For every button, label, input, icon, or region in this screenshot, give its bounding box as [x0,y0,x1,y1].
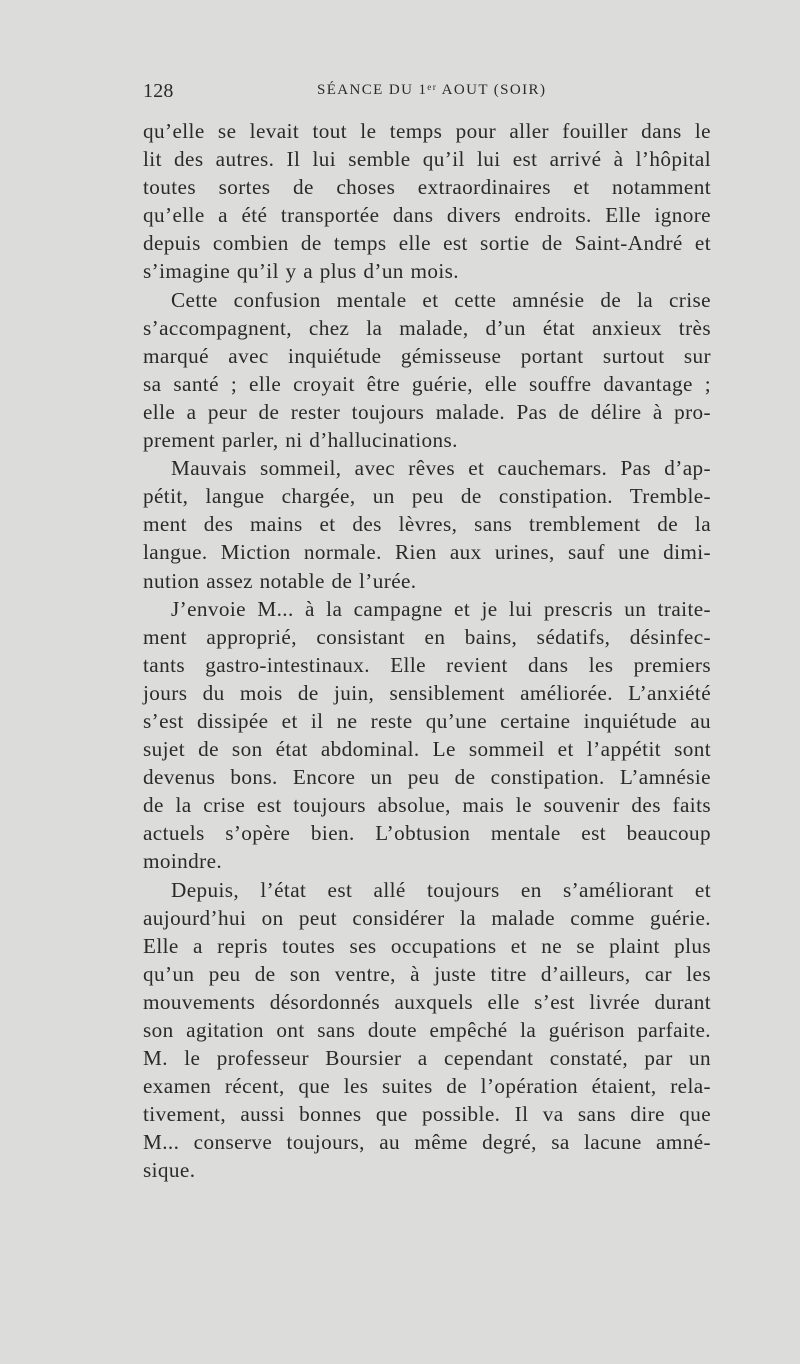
text-line: elle a peur de rester toujours malade. Pas de délire à pro- [143,399,711,424]
page-header [143,80,711,110]
text-line: Mauvais sommeil, avec rêves et cauchemars. Pas d’ap- [171,456,711,481]
text-line: qu’un peu de son ventre, à juste titre d’ailleurs, car les [143,961,711,986]
text-line: qu’elle se levait tout le temps pour aller fouiller dans le [143,119,711,143]
text-line: nution assez notable de l’urée. [143,568,417,593]
running-head: SÉANCE DU 1ᵉʳ AOUT (SOIR) [317,82,547,98]
page-number: 128 [143,80,174,102]
text-line: M... conserve toujours, au même degré, sa lacune amné- [143,1130,711,1155]
text-line: examen récent, que les suites de l’opération étaient, rela- [143,1074,711,1099]
text-line: ment approprié, consistant en bains, sédatifs, désinfec- [143,624,711,649]
text-line: aujourd’hui on peut considérer la malade comme guérie. [143,905,711,930]
text-line: moindre. [143,849,223,874]
text-line: s’imagine qu’il y a plus d’un mois. [143,259,460,284]
text-line: prement parler, ni d’hallucinations. [143,428,458,453]
text-line: sujet de son état abdominal. Le sommeil et l’appétit sont [143,737,711,762]
text-line: s’accompagnent, chez la malade, d’un état anxieux très [143,315,711,340]
text-line: tants gastro-intestinaux. Elle revient dans les premiers [143,652,711,677]
text-line: Elle a repris toutes ses occupations et ne se plaint plus [143,933,711,958]
text-line: toutes sortes de choses extraordinaires et notamment [143,175,711,200]
text-line: Cette confusion mentale et cette amnésie de la crise [171,287,711,312]
text-line: jours du mois de juin, sensiblement améliorée. L’anxiété [143,680,711,705]
text-line: langue. Miction normale. Rien aux urines, sauf une dimi- [143,540,711,565]
text-line: depuis combien de temps elle est sortie de Saint-André et [143,231,711,256]
text-line: s’est dissipée et il ne reste qu’une certaine inquiétude au [143,708,711,733]
text-line: Depuis, l’état est allé toujours en s’améliorant et [171,877,711,902]
text-line: qu’elle a été transportée dans divers endroits. Elle ignore [143,203,711,228]
text-line: J’envoie M... à la campagne et je lui prescris un traite- [171,596,711,621]
text-line: mouvements désordonnés auxquels elle s’est livrée durant [143,989,711,1014]
text-line: M. le professeur Boursier a cependant constaté, par un [143,1046,711,1071]
text-line: sique. [143,1158,196,1183]
text-line: sa santé ; elle croyait être guérie, elle souffre davantage ; [143,371,711,396]
text-line: marqué avec inquiétude gémisseuse portant surtout sur [143,343,711,368]
text-line: ment des mains et des lèvres, sans tremblement de la [143,512,711,537]
text-line: de la crise est toujours absolue, mais le souvenir des faits [143,793,711,818]
text-line: lit des autres. Il lui semble qu’il lui est arrivé à l’hôpital [143,147,711,172]
text-line: devenus bons. Encore un peu de constipation. L’amnésie [143,765,711,790]
body-text [143,117,711,1185]
text-line: tivement, aussi bonnes que possible. Il va sans dire que [143,1102,711,1127]
text-line: pétit, langue chargée, un peu de constipation. Tremble- [143,484,711,509]
text-line: actuels s’opère bien. L’obtusion mentale est beaucoup [143,821,711,846]
text-line: son agitation ont sans doute empêché la guérison parfaite. [143,1018,711,1042]
